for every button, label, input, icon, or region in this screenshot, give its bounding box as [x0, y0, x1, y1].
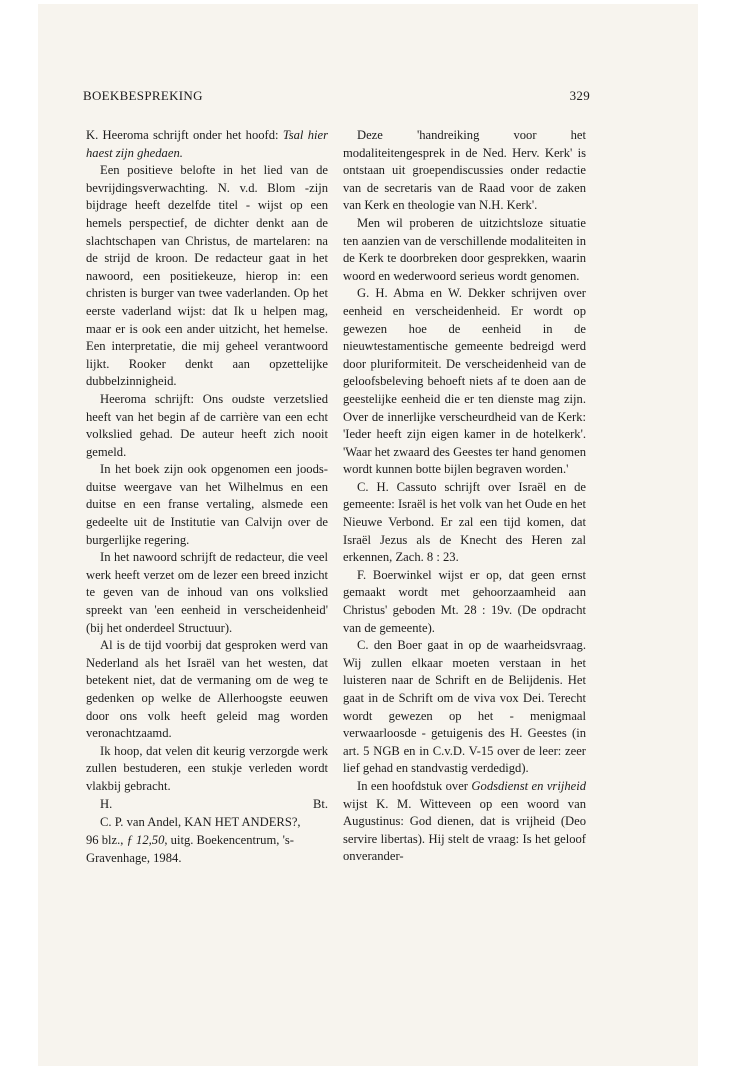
paragraph [343, 778, 586, 866]
paragraph: Een positieve belofte in het lied van de bevrijdingsverwachting. N. v.d. Blom -zijn bijdrage heeft dezelfde titel - wijst op een hemels perspectief, de dichter denkt aan de slachtschapen van Christus, de martelaren: na de strijd de kroon. De redacteur gaat in het nawoord, een positiekeuze, hierop in: een christen is burger van twee vaderlanden. Op het eerste vaderland wijst: dat Ik u helpen mag, maar er is ook een ander uitzicht, het hemelse. Een interpretatie, die mij geheel verantwoord lijkt. Rooker denkt aan opzettelijke dubbelzinnigheid. [86, 163, 328, 389]
section-title: BOEKBESPREKING [83, 88, 203, 103]
article-title: Tsal hier haest zijn ghedaen. [86, 128, 328, 160]
paragraph: F. Boerwinkel wijst er op, dat geen ernst gemaakt wordt met gehoorzaamheid aan Christus' geboden Mt. 28 : 19v. (De opdracht van de gemeente). [343, 567, 586, 635]
page-number: 329 [569, 88, 590, 103]
chapter-title: Godsdienst en vrijheid [471, 778, 586, 793]
paragraph-text: K. Heeroma schrijft onder het hoofd: [86, 128, 283, 142]
paragraph: C. den Boer gaat in op de waarheidsvraag. Wij zullen elkaar moeten verstaan in het luisteren naar de Schrift en de Belijdenis. Het gaat in de Schrift om de viva vox Dei. Terecht wordt gewezen op het - menigmaal verwaarloosde - getuigenis des H. Geestes (in art. 5 NGB en in C.v.D. V-15 over de leer: zeer lief gehad en standvastig verdedigd). [343, 638, 586, 776]
paragraph: Heeroma schrijft: Ons oudste verzetslied heeft van het begin af de carrière van een echt volkslied gehad. De auteur heeft zich nooit gemeld. [86, 391, 328, 459]
book-title: C. P. van Andel, KAN HET ANDERS?, 96 blz., [86, 815, 301, 848]
paragraph-text: wijst K. M. Witteveen op een woord van Augustinus: God dienen, dat is vrijheid (Deo servire libertas). Hij stelt de vraag: Is het geloof onverander- [343, 796, 586, 864]
right-column [343, 127, 586, 866]
paragraph [86, 127, 328, 162]
left-column [86, 127, 328, 867]
paragraph: In het boek zijn ook opgenomen een joods-duitse weergave van het Wilhelmus en een duitse en een franse vertaling, alsmede een gedeelte uit de Institutie van Calvijn over de burgerlijke regering. [86, 462, 328, 547]
paragraph: G. H. Abma en W. Dekker schrijven over eenheid en verscheidenheid. Er wordt op gewezen hoe de eenheid in de nieuwtestamentische gemeente bedreigd werd door pluriformiteit. De verscheidenheid van de geloofsbeleving behoeft niets af te doen aan de geestelijke eenheid die er ten dienste mag zijn. Over de innerlijke verscheurdheid van de Kerk: 'Ieder heeft zijn eigen kamer in de hotelkerk'. 'Waar het zwaard des Geestes ter hand genomen wordt kunnen botte bijlen begraven worden.' [343, 286, 586, 477]
paragraph: Ik hoop, dat velen dit keurig verzorgde werk zullen bestuderen, een stukje verleden wordt vlakbij gebracht. [86, 743, 328, 793]
signature [86, 796, 328, 814]
paragraph: Men wil proberen de uitzichtsloze situatie ten aanzien van de verschillende modaliteiten in de Kerk te doorbreken door gesprekken, waarin woord en wederwoord serieus wordt genomen. [343, 215, 586, 283]
book-reference [86, 813, 301, 867]
paragraph: Al is de tijd voorbij dat gesproken werd van Nederland als het Israël van het westen, dat betekent niet, dat de vermaning om de weg te gedenken op welke de Allerhoogste eeuwen door ons volk heeft geleid mag worden veronachtzaamd. [86, 638, 328, 741]
book-price: ƒ 12,50 [126, 833, 165, 848]
signature-name: Bt. [312, 796, 328, 811]
book-publisher: , uitg. Boekencentrum, 's-Gravenhage, 1984. [86, 833, 294, 866]
paragraph-text: In een hoofdstuk over [357, 778, 472, 793]
signature-initial: H. [100, 796, 113, 811]
paragraph: Deze 'handreiking voor het modaliteitengesprek in de Ned. Herv. Kerk' is ontstaan uit groependiscussies onder redactie van de secretaris van de Raad voor de zaken van Kerk en theologie van N.H. Kerk'. [343, 128, 586, 213]
paragraph: In het nawoord schrijft de redacteur, die veel werk heeft verzet om de lezer een breed inzicht te geven van de inhoud van ons volkslied spreekt van 'een eenheid in verscheidenheid' (bij het onderdeel Structuur). [86, 550, 328, 635]
paragraph: C. H. Cassuto schrijft over Israël en de gemeente: Israël is het volk van het Oude en het Nieuwe Verbond. Er zal een tijd komen, dat Israël Jezus als de Knecht des Heren zal erkennen, Zach. 8 : 23. [343, 479, 586, 565]
